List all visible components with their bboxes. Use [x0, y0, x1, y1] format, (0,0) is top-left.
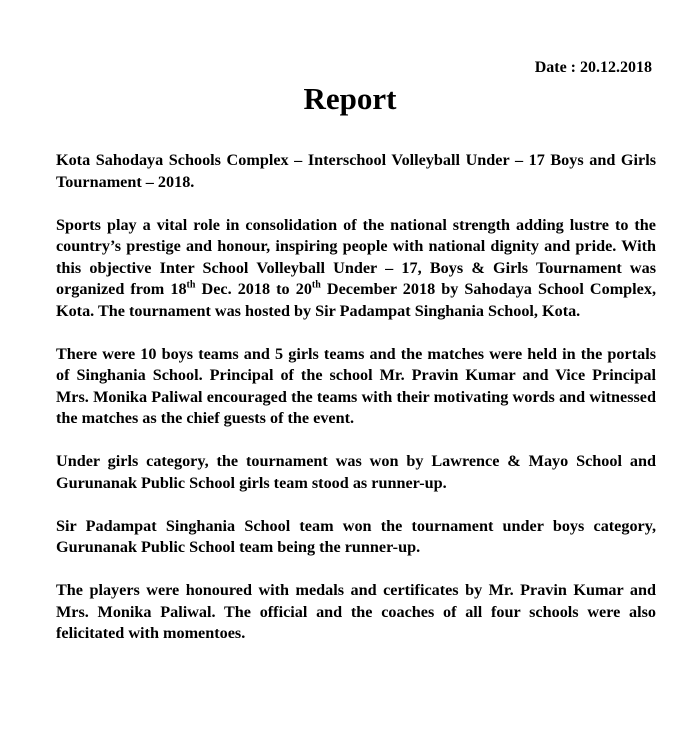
end-date-ordinal-suffix: th	[311, 279, 321, 291]
paragraph-felicitation: The players were honoured with medals and certificates by Mr. Pravin Kumar and Mrs. Monika Paliwal. The official and the coaches of all four schools were also felicitated with momentoes.	[56, 581, 656, 642]
paragraph-introduction	[56, 215, 656, 323]
report-date: Date : 20.12.2018	[534, 59, 652, 76]
introduction-text-part-1: Sports play a vital role in consolidation of the national strength adding lustre to the country’s prestige and honour, inspiring people with national dignity and pride. With this objective Inter School Volleyball Under – 17, Boys & Girls Tournament was organized from 18	[56, 215, 656, 298]
paragraph-teams-and-guests: There were 10 boys teams and 5 girls teams and the matches were held in the portals of Singhania School. Principal of the school Mr. Pravin Kumar and Vice Principal Mrs. Monika Paliwal encouraged the teams with their motivating words and witnessed the matches as the chief guests of the event.	[56, 344, 656, 427]
report-title: Report	[303, 81, 397, 116]
introduction-text-part-2: Dec. 2018 to 20	[195, 280, 312, 298]
paragraph-event-title: Kota Sahodaya Schools Complex – Interschool Volleyball Under – 17 Boys and Girls Tournament – 2018.	[56, 151, 656, 191]
paragraph-girls-result: Under girls category, the tournament was won by Lawrence & Mayo School and Gurunanak Public School girls team stood as runner-up.	[56, 452, 656, 492]
paragraph-boys-result: Sir Padampat Singhania School team won the tournament under boys category, Gurunanak Public School team being the runner-up.	[56, 516, 656, 556]
introduction-text-part-3: December 2018 by Sahodaya School Complex, Kota. The tournament was hosted by Sir Padampat Singhania School, Kota.	[56, 280, 657, 320]
report-body	[56, 150, 656, 645]
start-date-ordinal-suffix: th	[186, 279, 196, 291]
